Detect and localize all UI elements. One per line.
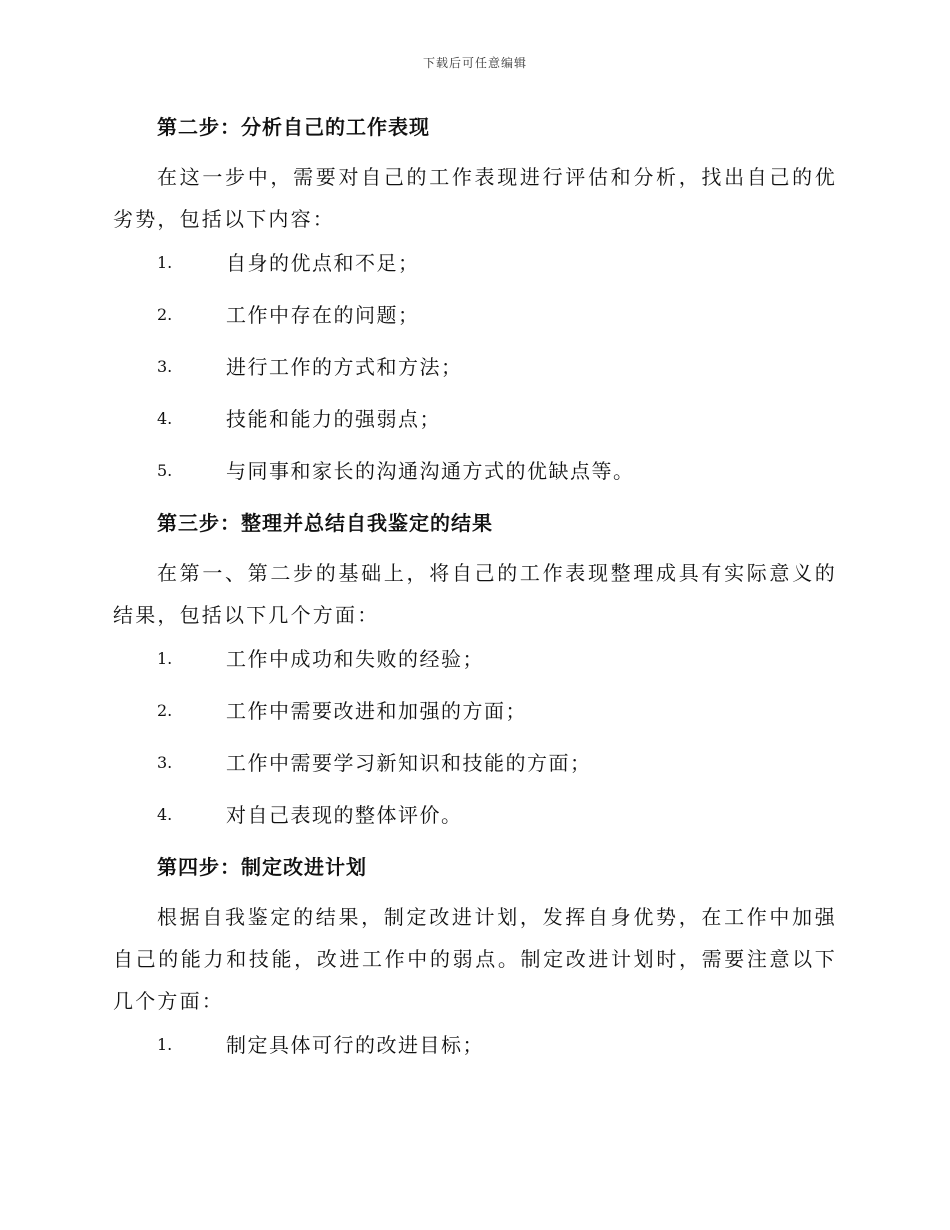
list-number: 2. bbox=[157, 305, 173, 324]
section-paragraph: 根据自我鉴定的结果，制定改进计划，发挥自身优势，在工作中加强自己的能力和技能，改进工作中的弱点。制定改进计划时，需要注意以下几个方面： bbox=[113, 905, 837, 1013]
list-item bbox=[113, 800, 837, 852]
document-body bbox=[113, 112, 837, 1082]
list-text: 与同事和家长的沟通沟通方式的优缺点等。 bbox=[226, 459, 635, 483]
list-text: 工作中需要改进和加强的方面； bbox=[226, 699, 527, 723]
section-paragraph: 在第一、第二步的基础上，将自己的工作表现整理成具有实际意义的结果，包括以下几个方面： bbox=[113, 561, 837, 627]
section-step-4 bbox=[113, 852, 837, 1082]
section-step-3 bbox=[113, 508, 837, 852]
list-item bbox=[113, 1030, 837, 1082]
list-text: 自身的优点和不足； bbox=[226, 251, 420, 275]
numbered-list bbox=[113, 644, 837, 852]
list-item bbox=[113, 644, 837, 696]
list-text: 技能和能力的强弱点； bbox=[226, 407, 441, 431]
list-number: 1. bbox=[157, 253, 173, 272]
list-number: 4. bbox=[157, 409, 173, 428]
numbered-list bbox=[113, 1030, 837, 1082]
list-item bbox=[113, 248, 837, 300]
list-text: 制定具体可行的改进目标； bbox=[226, 1033, 484, 1057]
list-text: 对自己表现的整体评价。 bbox=[226, 803, 463, 827]
list-text: 工作中成功和失败的经验； bbox=[226, 647, 484, 671]
list-item bbox=[113, 404, 837, 456]
section-heading: 第三步：整理并总结自我鉴定的结果 bbox=[157, 511, 493, 535]
list-item bbox=[113, 748, 837, 800]
list-number: 1. bbox=[157, 1035, 173, 1054]
list-number: 2. bbox=[157, 701, 173, 720]
list-item bbox=[113, 696, 837, 748]
list-number: 1. bbox=[157, 649, 173, 668]
list-text: 工作中需要学习新知识和技能的方面； bbox=[226, 751, 592, 775]
section-paragraph: 在这一步中，需要对自己的工作表现进行评估和分析，找出自己的优劣势，包括以下内容： bbox=[113, 165, 837, 231]
list-number: 3. bbox=[157, 357, 173, 376]
list-item bbox=[113, 300, 837, 352]
list-text: 进行工作的方式和方法； bbox=[226, 355, 463, 379]
list-item bbox=[113, 456, 837, 508]
numbered-list bbox=[113, 248, 837, 508]
list-number: 4. bbox=[157, 805, 173, 824]
section-step-2 bbox=[113, 112, 837, 508]
list-number: 5. bbox=[157, 461, 173, 480]
page-header: 下载后可任意编辑 bbox=[422, 56, 527, 70]
section-heading: 第四步：制定改进计划 bbox=[157, 855, 367, 879]
list-number: 3. bbox=[157, 753, 173, 772]
list-item bbox=[113, 352, 837, 404]
section-heading: 第二步：分析自己的工作表现 bbox=[157, 115, 430, 139]
list-text: 工作中存在的问题； bbox=[226, 303, 420, 327]
